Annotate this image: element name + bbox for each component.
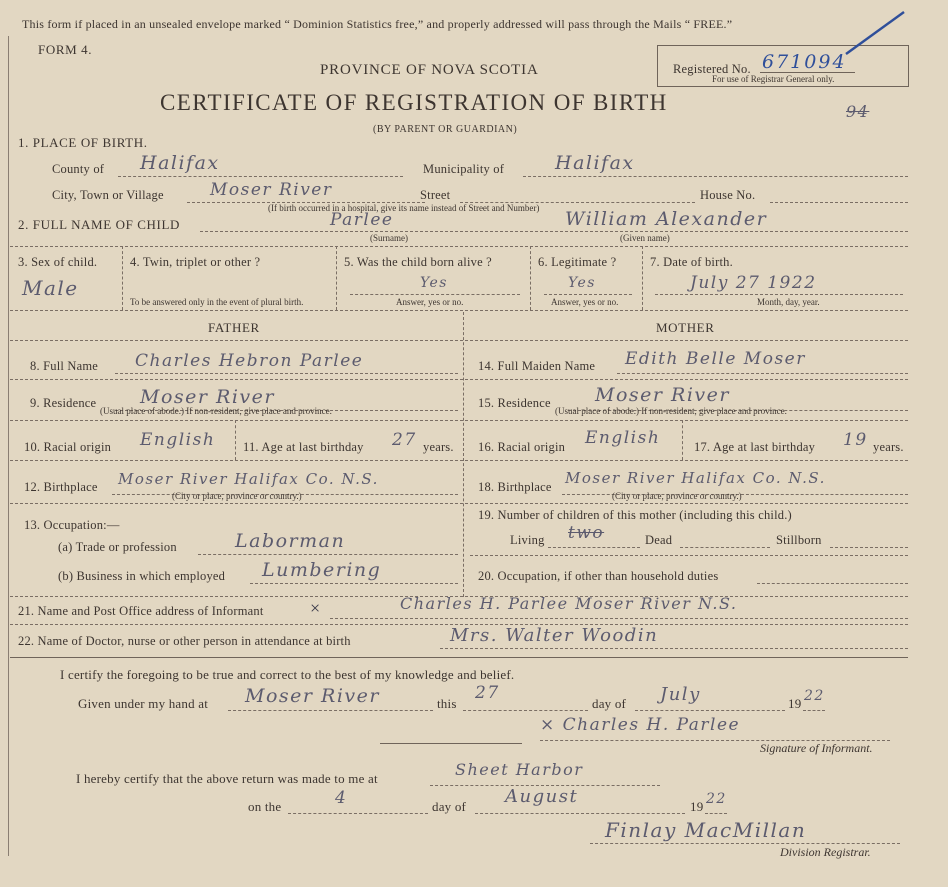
city-label: City, Town or Village [52, 188, 164, 202]
business-label: (b) Business in which employed [58, 569, 226, 583]
business-value: Lumbering [262, 559, 382, 581]
father-birthplace-note: (City or place, province or country.) [172, 491, 302, 501]
registered-label: Registered No. [673, 62, 751, 76]
mother-heading: MOTHER [656, 320, 715, 335]
mother-name: Edith Belle Moser [625, 349, 806, 369]
father-name: Charles Hebron Parlee [135, 351, 364, 371]
certify-statement: I certify the foregoing to be true and correct to the best of my knowledge and belief. [60, 667, 515, 682]
father-birthplace: Moser River Halifax Co. N.S. [118, 470, 379, 488]
child-surname: Parlee [330, 210, 394, 230]
father-age-label: 11. Age at last birthday [243, 440, 364, 454]
mother-birthplace-note: (City or place, province or country.) [612, 491, 742, 501]
registrar-day: 4 [335, 788, 348, 808]
legitimate-label: 6. Legitimate ? [538, 255, 617, 269]
certificate-subtitle: (BY PARENT OR GUARDIAN) [373, 124, 518, 135]
trade-value: Laborman [235, 530, 346, 552]
father-heading: FATHER [208, 320, 260, 335]
house-number-label: House No. [700, 188, 756, 202]
given-name-caption: (Given name) [620, 233, 670, 243]
dob-label: 7. Date of birth. [650, 255, 733, 269]
informant-mark: × [310, 598, 321, 618]
mother-racial: English [585, 428, 661, 448]
legitimate-note: Answer, yes or no. [551, 297, 619, 307]
father-occupation-label: 13. Occupation:— [24, 518, 120, 532]
registrar-year-prefix: 19 [690, 799, 704, 814]
certify-place: Moser River [245, 685, 380, 707]
municipality-value: Halifax [555, 152, 635, 174]
place-of-birth-heading: 1. PLACE OF BIRTH. [18, 135, 148, 150]
mother-birthplace: Moser River Halifax Co. N.S. [565, 469, 826, 487]
municipality-label: Municipality of [423, 162, 505, 176]
certify-year: 22 [804, 688, 825, 704]
father-birthplace-label: 12. Birthplace [24, 480, 98, 494]
trade-label: (a) Trade or profession [58, 540, 177, 554]
informant-signature: × Charles H. Parlee [540, 715, 741, 735]
twin-note: To be answered only in the event of plural birth. [130, 297, 304, 307]
legitimate-value: Yes [568, 275, 596, 291]
father-years-label: years. [423, 440, 454, 454]
corner-number: 94 [846, 102, 870, 121]
certify-year-prefix: 19 [788, 696, 802, 711]
city-value: Moser River [210, 180, 333, 200]
registrar-caption: Division Registrar. [780, 845, 871, 859]
mother-children-label: 19. Number of children of this mother (including this child.) [478, 508, 792, 522]
doctor-value: Mrs. Walter Woodin [450, 625, 659, 646]
given-under-label: Given under my hand at [78, 696, 209, 711]
certificate-title: CERTIFICATE OF REGISTRATION OF BIRTH [160, 90, 668, 115]
registered-note: For use of Registrar General only. [712, 74, 835, 84]
mother-residence-label: 15. Residence [478, 396, 551, 410]
informant-value: Charles H. Parlee Moser River N.S. [400, 594, 738, 613]
registered-number: 671094 [762, 51, 847, 73]
surname-caption: (Surname) [370, 233, 408, 243]
doctor-label: 22. Name of Doctor, nurse or other person in attendance at birth [18, 634, 351, 648]
registrar-place: Sheet Harbor [455, 760, 584, 779]
province-heading: PROVINCE OF NOVA SCOTIA [320, 62, 539, 78]
stillborn-label: Stillborn [776, 533, 822, 547]
mother-occupation-label: 20. Occupation, if other than household duties [478, 569, 719, 583]
this-label: this [437, 696, 457, 711]
mother-age-label: 17. Age at last birthday [694, 440, 816, 454]
living-value: two [568, 523, 605, 543]
registrar-statement: I hereby certify that the above return was made to me at [76, 771, 378, 786]
dob-value: July 27 1922 [690, 273, 817, 293]
registrar-month: August [505, 786, 579, 807]
form-number: FORM 4. [38, 42, 93, 57]
child-given-name: William Alexander [565, 208, 768, 230]
registrar-year: 22 [706, 791, 727, 807]
certify-month: July [660, 684, 701, 705]
dead-label: Dead [645, 533, 673, 547]
registrar-day-of-label: day of [432, 799, 467, 814]
father-age: 27 [392, 430, 417, 450]
signature-caption: Signature of Informant. [760, 741, 873, 755]
father-racial: English [140, 430, 216, 450]
registrar-on-label: on the [248, 799, 282, 814]
father-residence-label: 9. Residence [30, 396, 97, 410]
check-mark-icon [840, 8, 910, 58]
father-racial-label: 10. Racial origin [24, 440, 112, 454]
street-label: Street [420, 188, 451, 202]
alive-value: Yes [420, 275, 448, 291]
dob-note: Month, day, year. [757, 297, 820, 307]
registrar-signature: Finlay MacMillan [605, 818, 807, 842]
mother-age: 19 [843, 430, 868, 450]
mother-racial-label: 16. Racial origin [478, 440, 566, 454]
living-label: Living [510, 533, 545, 547]
hospital-note: (If birth occurred in a hospital, give its name instead of Street and Number) [268, 203, 540, 213]
mother-name-label: 14. Full Maiden Name [478, 359, 596, 373]
certify-day: 27 [475, 683, 500, 703]
mother-years-label: years. [873, 440, 904, 454]
father-residence-note: (Usual place of abode.) If non-resident, give place and province. [100, 406, 332, 416]
certify-day-of-label: day of [592, 696, 627, 711]
alive-label: 5. Was the child born alive ? [344, 255, 492, 269]
informant-label: 21. Name and Post Office address of Informant [18, 604, 264, 618]
alive-note: Answer, yes or no. [396, 297, 464, 307]
child-name-label: 2. FULL NAME OF CHILD [18, 217, 180, 232]
father-name-label: 8. Full Name [30, 359, 99, 373]
sex-value: Male [22, 276, 79, 300]
county-value: Halifax [140, 152, 220, 174]
mother-residence: Moser River [595, 384, 730, 406]
sex-label: 3. Sex of child. [18, 255, 98, 269]
county-label: County of [52, 162, 105, 176]
mail-notice: This form if placed in an unsealed envelope marked “ Dominion Statistics free,” and properly addressed will pass through the Mails “ FREE.” [22, 17, 733, 31]
twin-label: 4. Twin, triplet or other ? [130, 255, 261, 269]
mother-birthplace-label: 18. Birthplace [478, 480, 552, 494]
father-residence: Moser River [140, 386, 275, 408]
mother-residence-note: (Usual place of abode.) If non-resident, give place and province. [555, 406, 787, 416]
